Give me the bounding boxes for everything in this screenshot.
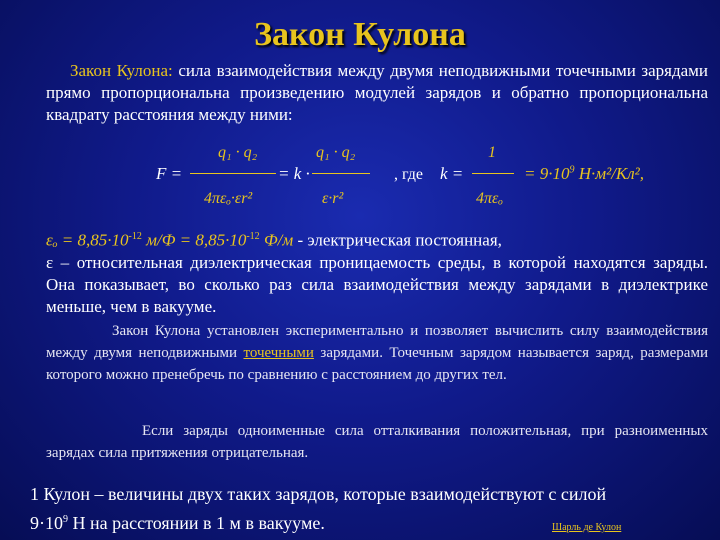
sign-rule-paragraph: Если заряды одноименные сила отталкивания положительная, при разноименных зарядах сила притяжения отрицательная. (46, 423, 708, 461)
formula-den1: 4πεₒ·εr² (204, 190, 253, 207)
point-charge-link[interactable]: точечными (243, 345, 314, 361)
formula-den2: ε·r² (322, 190, 344, 207)
law-text-rest: точечными зарядами прямо пропорциональна произведению модулей зарядов и обратно пропорциональна квадрату расстояния между ними: (46, 61, 709, 124)
fraction-line-2 (312, 173, 370, 174)
formula-num1: q₁ · q₂ (218, 144, 258, 161)
law-term: Закон Кулона: (70, 61, 173, 80)
page-title: Закон Кулона (254, 16, 466, 53)
coulomb-biography-link[interactable]: Шарль де Кулон (552, 522, 622, 533)
epsilon-description: ε – относительная диэлектрическая проницаемость среды, в которой находятся заряды. Она показывает, во сколько раз сила взаимодействия между зарядами в диэлектрике меньше, чем в вакууме. (46, 252, 708, 316)
formula-den3: 4πεₒ (476, 190, 503, 207)
formula-F: F = (156, 164, 183, 183)
fraction-line-3 (472, 173, 514, 174)
law-text-line1: сила взаимодействия между двумя неподвижными (172, 61, 551, 80)
formula-k-eq: k = (440, 164, 464, 183)
formula-num3: 1 (488, 144, 496, 161)
coulomb-unit-definition: 1 Кулон – величины двух таких зарядов, которые взаимодействуют с силой $9\cdot 10^9$ Н на расстоянии в 1 м в вакууме. (30, 484, 607, 533)
formula-k-value: = $9\cdot 10^9$ Н·м²/Кл², (524, 164, 644, 183)
epsilon0-line: $\varepsilon_o = 8,85\cdot 10^{-12}$ $м/Ф = 8,85\cdot 10^{-12}$ Ф/м - электрическая постоянная, (46, 230, 502, 250)
formula-where: , где (394, 166, 424, 183)
experiment-paragraph: Закон Кулона установлен экспериментально и позволяет вычислить силу взаимодействия между двумя неподвижными точечными зарядами. Точечным зарядом называется заряд, размерами которого можно пренебречь по сравнению с расстоянием до других тел. (46, 323, 708, 383)
formula-num2: q₁ · q₂ (316, 144, 356, 161)
epsilon-block (46, 226, 708, 318)
fraction-line-1 (190, 173, 276, 174)
formula-eq-k: = k · (278, 164, 310, 183)
law-definition (46, 60, 708, 126)
